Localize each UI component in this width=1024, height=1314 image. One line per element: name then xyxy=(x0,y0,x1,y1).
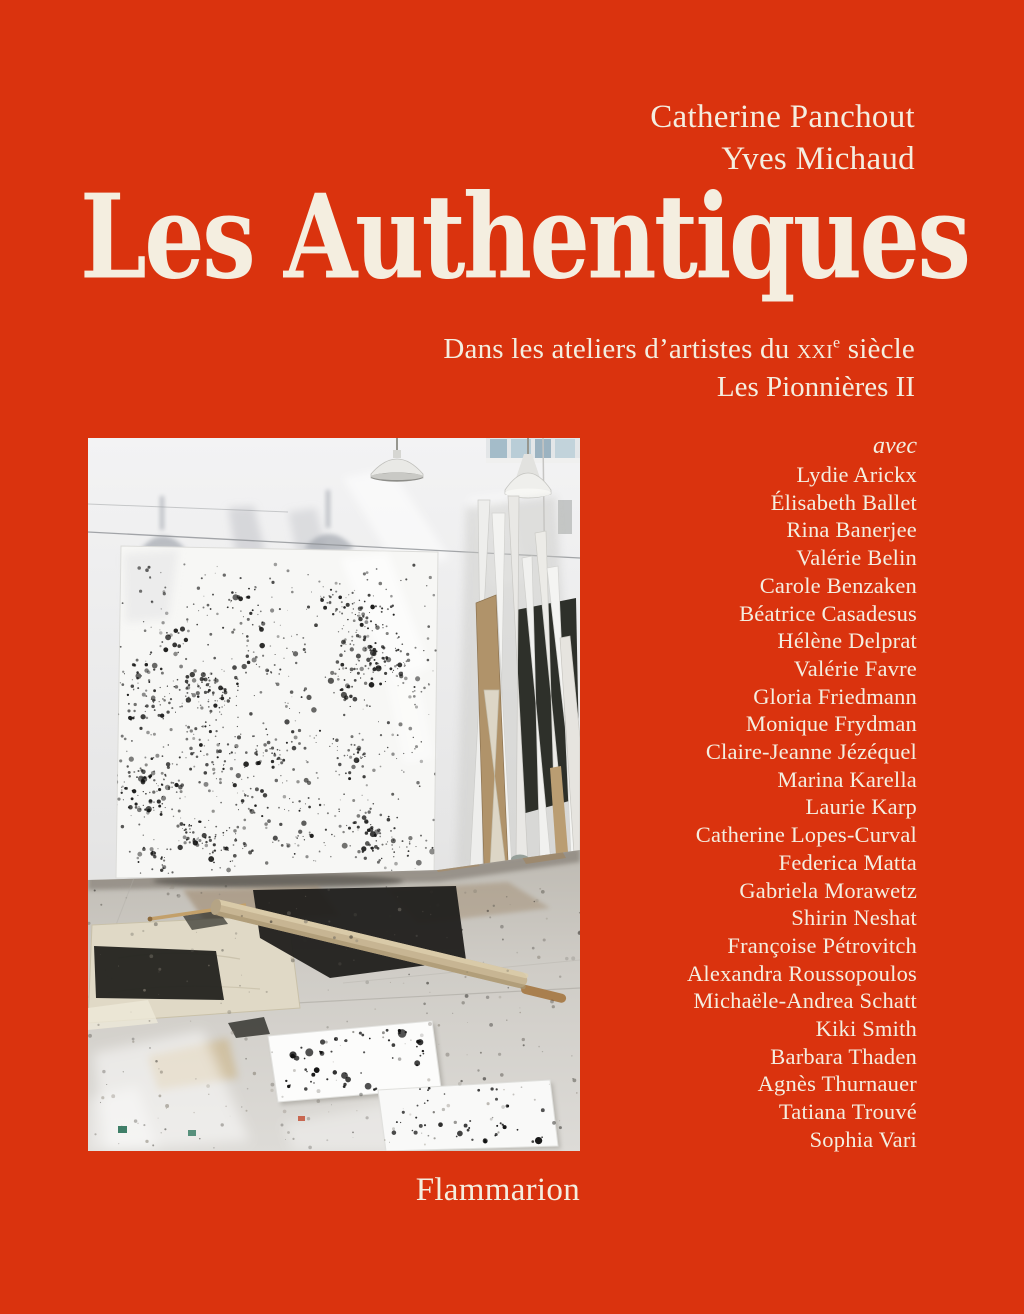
artist-name: Valérie Favre xyxy=(793,655,917,681)
artist-name: Agnès Thurnauer xyxy=(757,1071,917,1097)
artist-name: Rina Banerjee xyxy=(786,517,917,543)
publisher-logo: Flammarion xyxy=(415,1172,580,1208)
artist-name: Marina Karella xyxy=(777,766,917,792)
artist-name: Claire-Jeanne Jézéquel xyxy=(705,739,917,765)
subtitle-prefix: Dans les ateliers d’artistes du xyxy=(443,333,797,365)
artist-name: Michaële-Andrea Schatt xyxy=(693,988,917,1014)
artist-name: Hélène Delprat xyxy=(777,628,917,654)
artist-name: Béatrice Casadesus xyxy=(739,600,917,626)
author-2: Yves Michaud xyxy=(721,141,915,177)
artist-name: Gloria Friedmann xyxy=(753,683,917,709)
artist-list xyxy=(687,433,917,1154)
artist-name: Sophia Vari xyxy=(809,1126,917,1152)
splatter-paper-2 xyxy=(378,1080,561,1151)
artist-name: Kiki Smith xyxy=(815,1016,917,1042)
artist-name: Lydie Arickx xyxy=(796,462,917,487)
artist-name: Monique Frydman xyxy=(745,711,917,737)
subtitle-suffix: siècle xyxy=(840,333,915,365)
speckled-canvas xyxy=(107,546,438,881)
artist-name: Shirin Neshat xyxy=(791,905,917,931)
artist-name: Laurie Karp xyxy=(805,794,917,820)
artist-name: Federica Matta xyxy=(778,849,917,875)
author-1: Catherine Panchout xyxy=(650,99,915,135)
studio-photo-illustration xyxy=(88,438,580,1151)
subtitle xyxy=(443,333,915,366)
artist-name: Carole Benzaken xyxy=(759,572,917,598)
series-title: Les Pionnières II xyxy=(716,371,915,403)
artist-name: Valérie Belin xyxy=(796,545,917,571)
artist-name: Alexandra Roussopoulos xyxy=(686,960,917,986)
subtitle-century-numeral: xxi xyxy=(796,333,834,365)
artist-name: Catherine Lopes-Curval xyxy=(695,822,917,848)
artist-name: Gabriela Morawetz xyxy=(739,877,917,903)
with-label: avec xyxy=(873,433,917,459)
artist-name: Élisabeth Ballet xyxy=(770,489,917,515)
book-title: Les Authentiques xyxy=(80,170,969,306)
artist-name: Barbara Thaden xyxy=(770,1043,917,1069)
author-names xyxy=(650,96,915,180)
artist-name: Tatiana Trouvé xyxy=(778,1099,917,1125)
subtitle-ordinal: e xyxy=(833,334,841,352)
studio-photo xyxy=(88,438,580,1151)
artist-name: Françoise Pétrovitch xyxy=(727,932,917,958)
artist-names xyxy=(687,461,917,1154)
